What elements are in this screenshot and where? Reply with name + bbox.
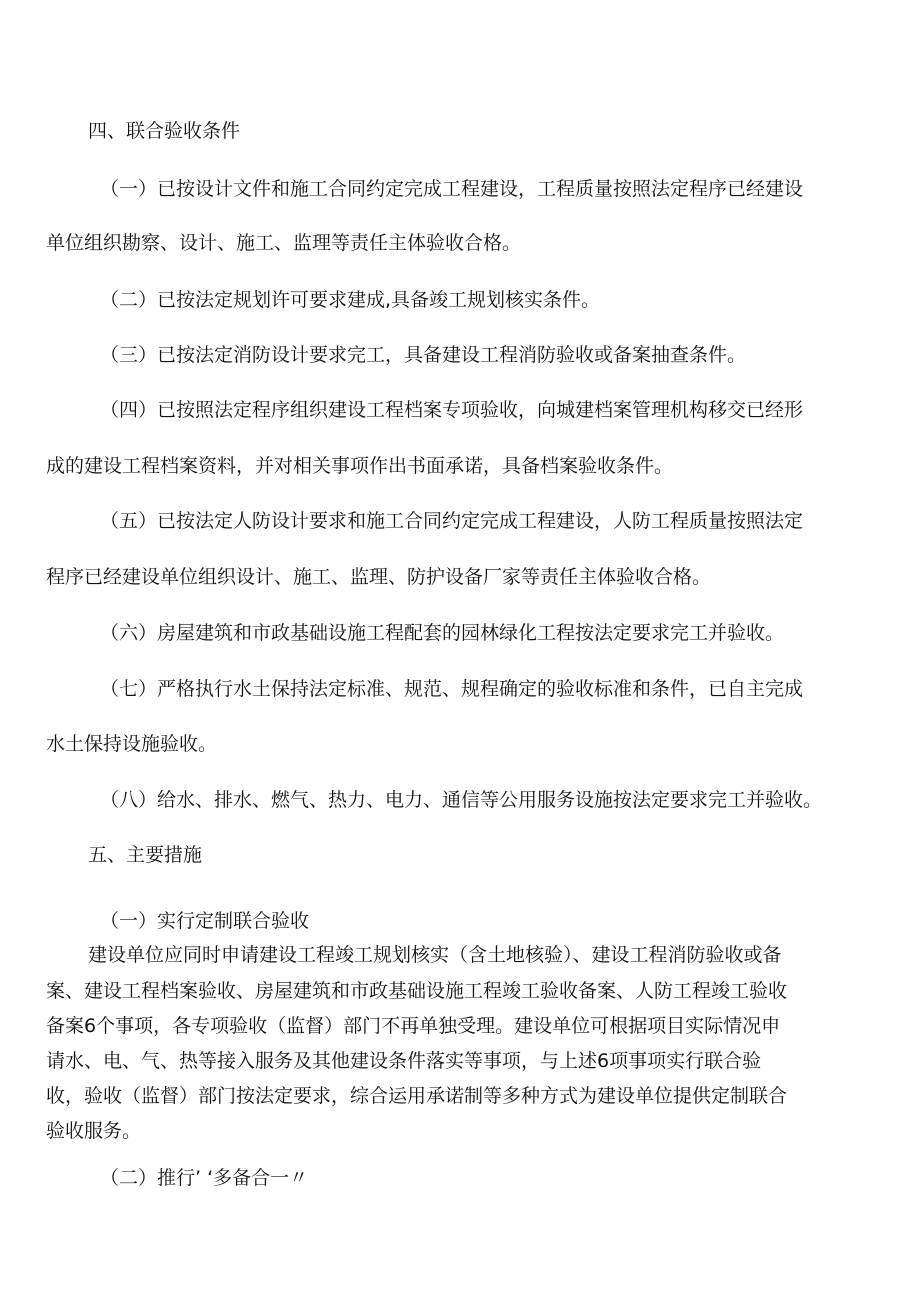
condition-4-line-1: （四）已按照法定程序组织建设工程档案专项验收，向城建档案管理机构移交已经形	[100, 399, 804, 421]
condition-1-line-2: 单位组织勘察、设计、施工、监理等责任主体验收合格。	[46, 232, 522, 254]
measure-2-heading: （二）推行’ ‘多备合一〃	[100, 1167, 309, 1189]
condition-1-line-1: （一）已按设计文件和施工合同约定完成工程建设，工程质量按照法定程序已经建设	[100, 178, 804, 200]
condition-4-line-2: 成的建设工程档案资料，并对相关事项作出书面承诺，具备档案验收条件。	[46, 455, 674, 477]
measure-1-line-3: 备案6个事项，各专项验收（监督）部门不再单独受理。建设单位可根据项目实际情况申	[46, 1015, 781, 1037]
section-4-heading: 四、联合验收条件	[88, 120, 241, 142]
measure-1-line-1: 建设单位应同时申请建设工程竣工规划核实（含土地核验）、建设工程消防验收或备	[88, 944, 782, 966]
measure-1-line-2: 案、建设工程档案验收、房屋建筑和市政基础设施工程竣工验收备案、人防工程竣工验收	[46, 980, 788, 1002]
condition-6-line-1: （六）房屋建筑和市政基础设施工程配套的园林绿化工程按法定要求完工并验收。	[100, 622, 785, 644]
condition-2-line-1: （二）已按法定规划许可要求建成,具备竣工规划核实条件。	[100, 289, 601, 311]
measure-1-line-5: 收，验收（监督）部门按法定要求，综合运用承诺制等多种方式为建设单位提供定制联合	[46, 1085, 788, 1107]
measure-1-line-6: 验收服务。	[46, 1120, 142, 1142]
condition-8-line-1: （八）给水、排水、燃气、热力、电力、通信等公用服务设施按法定要求完工并验收。	[100, 789, 823, 811]
measure-1-heading: （一）实行定制联合验收	[100, 910, 310, 932]
condition-3-line-1: （三）已按法定消防设计要求完工，具备建设工程消防验收或备案抽查条件。	[100, 344, 747, 366]
condition-5-line-1: （五）已按法定人防设计要求和施工合同约定完成工程建设，人防工程质量按照法定	[100, 510, 804, 532]
condition-7-line-1: （七）严格执行水土保持法定标准、规范、规程确定的验收标准和条件，已自主完成	[100, 678, 804, 700]
measure-1-line-4: 请水、电、气、热等接入服务及其他建设条件落实等事项，与上述6项事项实行联合验	[46, 1050, 762, 1072]
section-5-heading: 五、主要措施	[88, 844, 203, 866]
condition-7-line-2: 水土保持设施验收。	[46, 733, 218, 755]
condition-5-line-2: 程序已经建设单位组织设计、施工、监理、防护设备厂家等责任主体验收合格。	[46, 566, 712, 588]
